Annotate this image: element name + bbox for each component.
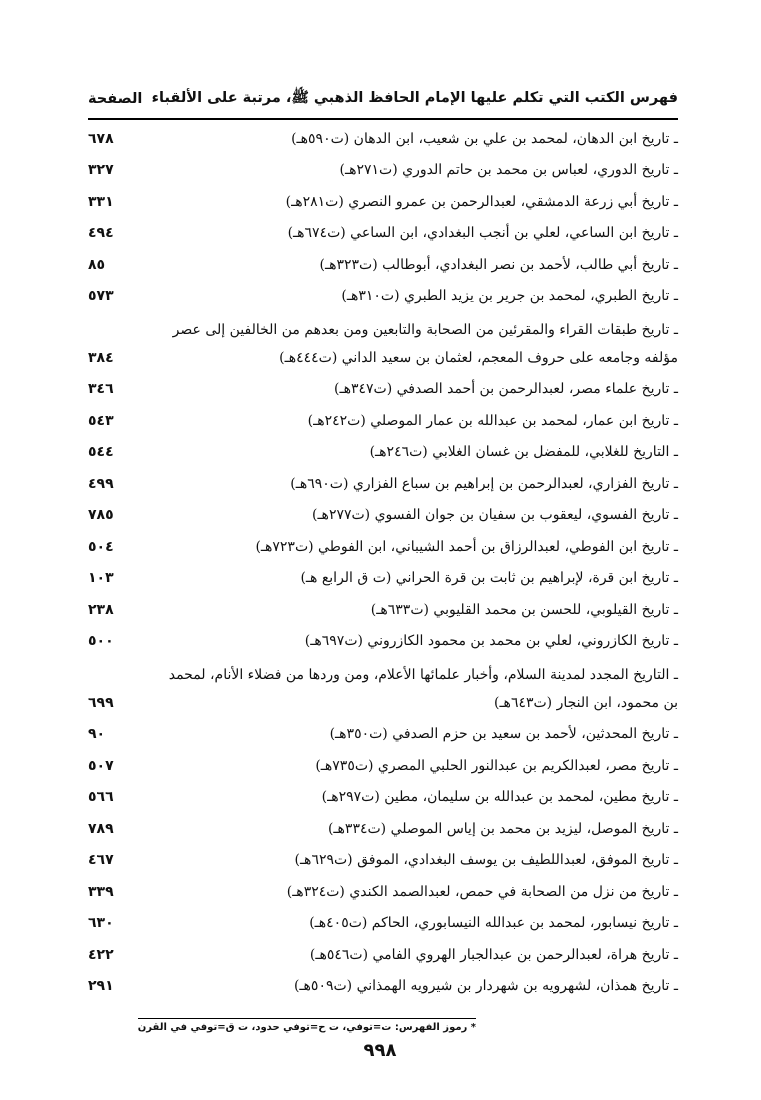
index-entry bbox=[88, 565, 678, 597]
entry-title: ـ تاريخ الطبري، لمحمد بن جرير بن يزيد الطبري (ت٣١٠هـ) bbox=[341, 288, 678, 304]
index-entry bbox=[88, 752, 678, 784]
entry-title: ـ تاريخ ابن الدهان، لمحمد بن علي بن شعيب، ابن الدهان (ت٥٩٠هـ) bbox=[291, 130, 678, 147]
index-entry bbox=[88, 376, 678, 408]
header-page-column-label: الصفحة bbox=[88, 91, 143, 107]
page-number: ٩٩٨ bbox=[363, 1040, 397, 1061]
entry-title: ـ تاريخ الكازروني، لعلي بن محمد بن محمود الكازروني (ت٦٩٧هـ) bbox=[304, 633, 678, 649]
index-entry bbox=[88, 941, 678, 973]
entry-page-number: ٣٨٤ bbox=[88, 349, 114, 366]
entry-title: ـ تاريخ همذان، لشهرويه بن شهردار بن شيرويه الهمذاني (ت٥٠٩هـ) bbox=[293, 978, 678, 994]
index-entry bbox=[88, 973, 678, 1005]
entry-page-number: ٥٠٧ bbox=[88, 757, 114, 774]
entry-page-number: ٧٨٥ bbox=[88, 507, 114, 523]
index-entry bbox=[88, 910, 678, 942]
entry-page-number: ٥٦٦ bbox=[88, 789, 114, 805]
entry-title: ـ تاريخ ابن الساعي، لعلي بن أنجب البغدادي، ابن الساعي (ت٦٧٤هـ) bbox=[287, 225, 678, 241]
entry-page-number: ٢٩١ bbox=[88, 978, 114, 994]
entry-page-number: ٣٤٦ bbox=[88, 381, 114, 397]
page-header bbox=[88, 84, 678, 114]
entry-page-number: ٤٦٧ bbox=[88, 852, 114, 868]
entry-page-number: ٥٤٣ bbox=[88, 412, 114, 429]
entry-title: ـ تاريخ علماء مصر، لعبدالرحمن بن أحمد الصدفي (ت٣٤٧هـ) bbox=[334, 381, 678, 397]
entry-title: ـ تاريخ المحدثين، لأحمد بن سعيد بن حزم الصدفي (ت٣٥٠هـ) bbox=[329, 726, 678, 742]
entry-title: ـ تاريخ الموفق، لعبداللطيف بن يوسف البغدادي، الموفق (ت٦٢٩هـ) bbox=[294, 852, 678, 868]
entry-title: ـ تاريخ من نزل من الصحابة في حمص، لعبدالصمد الكندي (ت٣٢٤هـ) bbox=[286, 883, 678, 900]
index-entry bbox=[88, 659, 678, 721]
entry-page-number: ٨٥ bbox=[88, 256, 106, 273]
index-entry bbox=[88, 878, 678, 910]
index-entry bbox=[88, 721, 678, 753]
entry-page-number: ٦٧٨ bbox=[88, 130, 114, 147]
entry-title: ـ تاريخ طبقات القراء والمقرئين من الصحابة والتابعين ومن بعدهم من الخالفين إلى عصر مؤلفه وجامعه على حروف المعجم، لعثمان بن سعيد الداني (ت٤٤٤هـ) bbox=[172, 321, 678, 366]
header-title: فهرس الكتب التي تكلم عليها الإمام الحافظ الذهبي ﷺ، مرتبة على الألقباء bbox=[151, 89, 678, 106]
index-entry bbox=[88, 533, 678, 565]
index-entry bbox=[88, 157, 678, 189]
entry-title: ـ تاريخ القيلوبي، للحسن بن محمد القليوبي (ت٦٣٣هـ) bbox=[370, 601, 678, 618]
entry-title: ـ تاريخ الدوري، لعباس بن محمد بن حاتم الدوري (ت٢٧١هـ) bbox=[339, 162, 678, 178]
footnote: * رموز الفهرس: ت=توفي، ت ح=توفي حدود، ت ق=توفي في القرن bbox=[138, 1018, 476, 1033]
entry-page-number: ٧٨٩ bbox=[88, 820, 114, 837]
entry-page-number: ١٠٣ bbox=[88, 570, 114, 586]
entry-page-number: ٥٤٤ bbox=[88, 444, 114, 460]
entry-title: ـ تاريخ ابن الفوطي، لعبدالرزاق بن أحمد الشيباني، ابن الفوطي (ت٧٢٣هـ) bbox=[255, 538, 678, 555]
index-entry bbox=[88, 407, 678, 439]
index-entries bbox=[88, 125, 678, 1004]
index-entry bbox=[88, 502, 678, 534]
entry-title: ـ تاريخ ابن عمار، لمحمد بن عبدالله بن عمار الموصلي (ت٢٤٢هـ) bbox=[307, 412, 678, 429]
entry-title: ـ تاريخ الموصل، ليزيد بن محمد بن إياس الموصلي (ت٣٣٤هـ) bbox=[327, 820, 678, 837]
entry-page-number: ٦٣٠ bbox=[88, 915, 114, 931]
entry-page-number: ٣٢٧ bbox=[88, 162, 114, 178]
entry-page-number: ٢٣٨ bbox=[88, 601, 114, 618]
index-entry bbox=[88, 470, 678, 502]
entry-title: ـ التاريخ للغلابي، للمفضل بن غسان الغلابي (ت٢٤٦هـ) bbox=[369, 444, 678, 460]
entry-title: ـ تاريخ أبي طالب، لأحمد بن نصر البغدادي، أبوطالب (ت٣٢٣هـ) bbox=[319, 256, 678, 273]
entry-title: ـ التاريخ المجدد لمدينة السلام، وأخبار علمائها الأعلام، ومن وردها من فضلاء الأنام، لمحمد بن محمود، ابن النجار (ت٦٤٣هـ) bbox=[168, 666, 678, 711]
entry-title: ـ تاريخ الفزاري، لعبدالرحمن بن إبراهيم بن سباع الفزاري (ت٦٩٠هـ) bbox=[290, 475, 678, 492]
index-entry bbox=[88, 628, 678, 660]
entry-title: ـ تاريخ مصر، لعبدالكريم بن عبدالنور الحلبي المصري (ت٧٣٥هـ) bbox=[315, 757, 678, 774]
entry-title: ـ تاريخ هراة، لعبدالرحمن بن عبدالجبار الهروي الفامي (ت٥٤٦هـ) bbox=[309, 946, 678, 963]
entry-title: ـ تاريخ نيسابور، لمحمد بن عبدالله النيسابوري، الحاكم (ت٤٠٥هـ) bbox=[309, 915, 678, 931]
index-entry bbox=[88, 125, 678, 157]
index-entry bbox=[88, 220, 678, 252]
index-entry bbox=[88, 314, 678, 376]
entry-title: ـ تاريخ ابن قرة، لإبراهيم بن ثابت بن قرة الحراني (ت ق الرابع هـ) bbox=[300, 570, 678, 586]
entry-title: ـ تاريخ أبي زرعة الدمشقي، لعبدالرحمن بن عمرو النصري (ت٢٨١هـ) bbox=[285, 193, 678, 210]
index-entry bbox=[88, 784, 678, 816]
header-divider bbox=[88, 118, 678, 120]
index-entry bbox=[88, 283, 678, 315]
index-entry bbox=[88, 847, 678, 879]
index-entry bbox=[88, 815, 678, 847]
entry-page-number: ٣٣١ bbox=[88, 193, 114, 210]
entry-page-number: ٤٩٤ bbox=[88, 225, 114, 241]
entry-page-number: ٤٢٢ bbox=[88, 946, 114, 963]
entry-page-number: ٥٧٣ bbox=[88, 288, 114, 304]
index-entry bbox=[88, 439, 678, 471]
entry-page-number: ٤٩٩ bbox=[88, 475, 114, 492]
entry-title: ـ تاريخ مطين، لمحمد بن عبدالله بن سليمان، مطين (ت٢٩٧هـ) bbox=[321, 789, 678, 805]
entry-page-number: ٩٠ bbox=[88, 726, 106, 742]
entry-page-number: ٥٠٤ bbox=[88, 538, 114, 555]
index-entry bbox=[88, 251, 678, 283]
entry-page-number: ٥٠٠ bbox=[88, 633, 114, 649]
index-entry bbox=[88, 596, 678, 628]
entry-title: ـ تاريخ الفسوي، ليعقوب بن سفيان بن جوان الفسوي (ت٢٧٧هـ) bbox=[311, 507, 678, 523]
index-entry bbox=[88, 188, 678, 220]
entry-page-number: ٦٩٩ bbox=[88, 694, 114, 711]
entry-page-number: ٣٣٩ bbox=[88, 883, 114, 900]
